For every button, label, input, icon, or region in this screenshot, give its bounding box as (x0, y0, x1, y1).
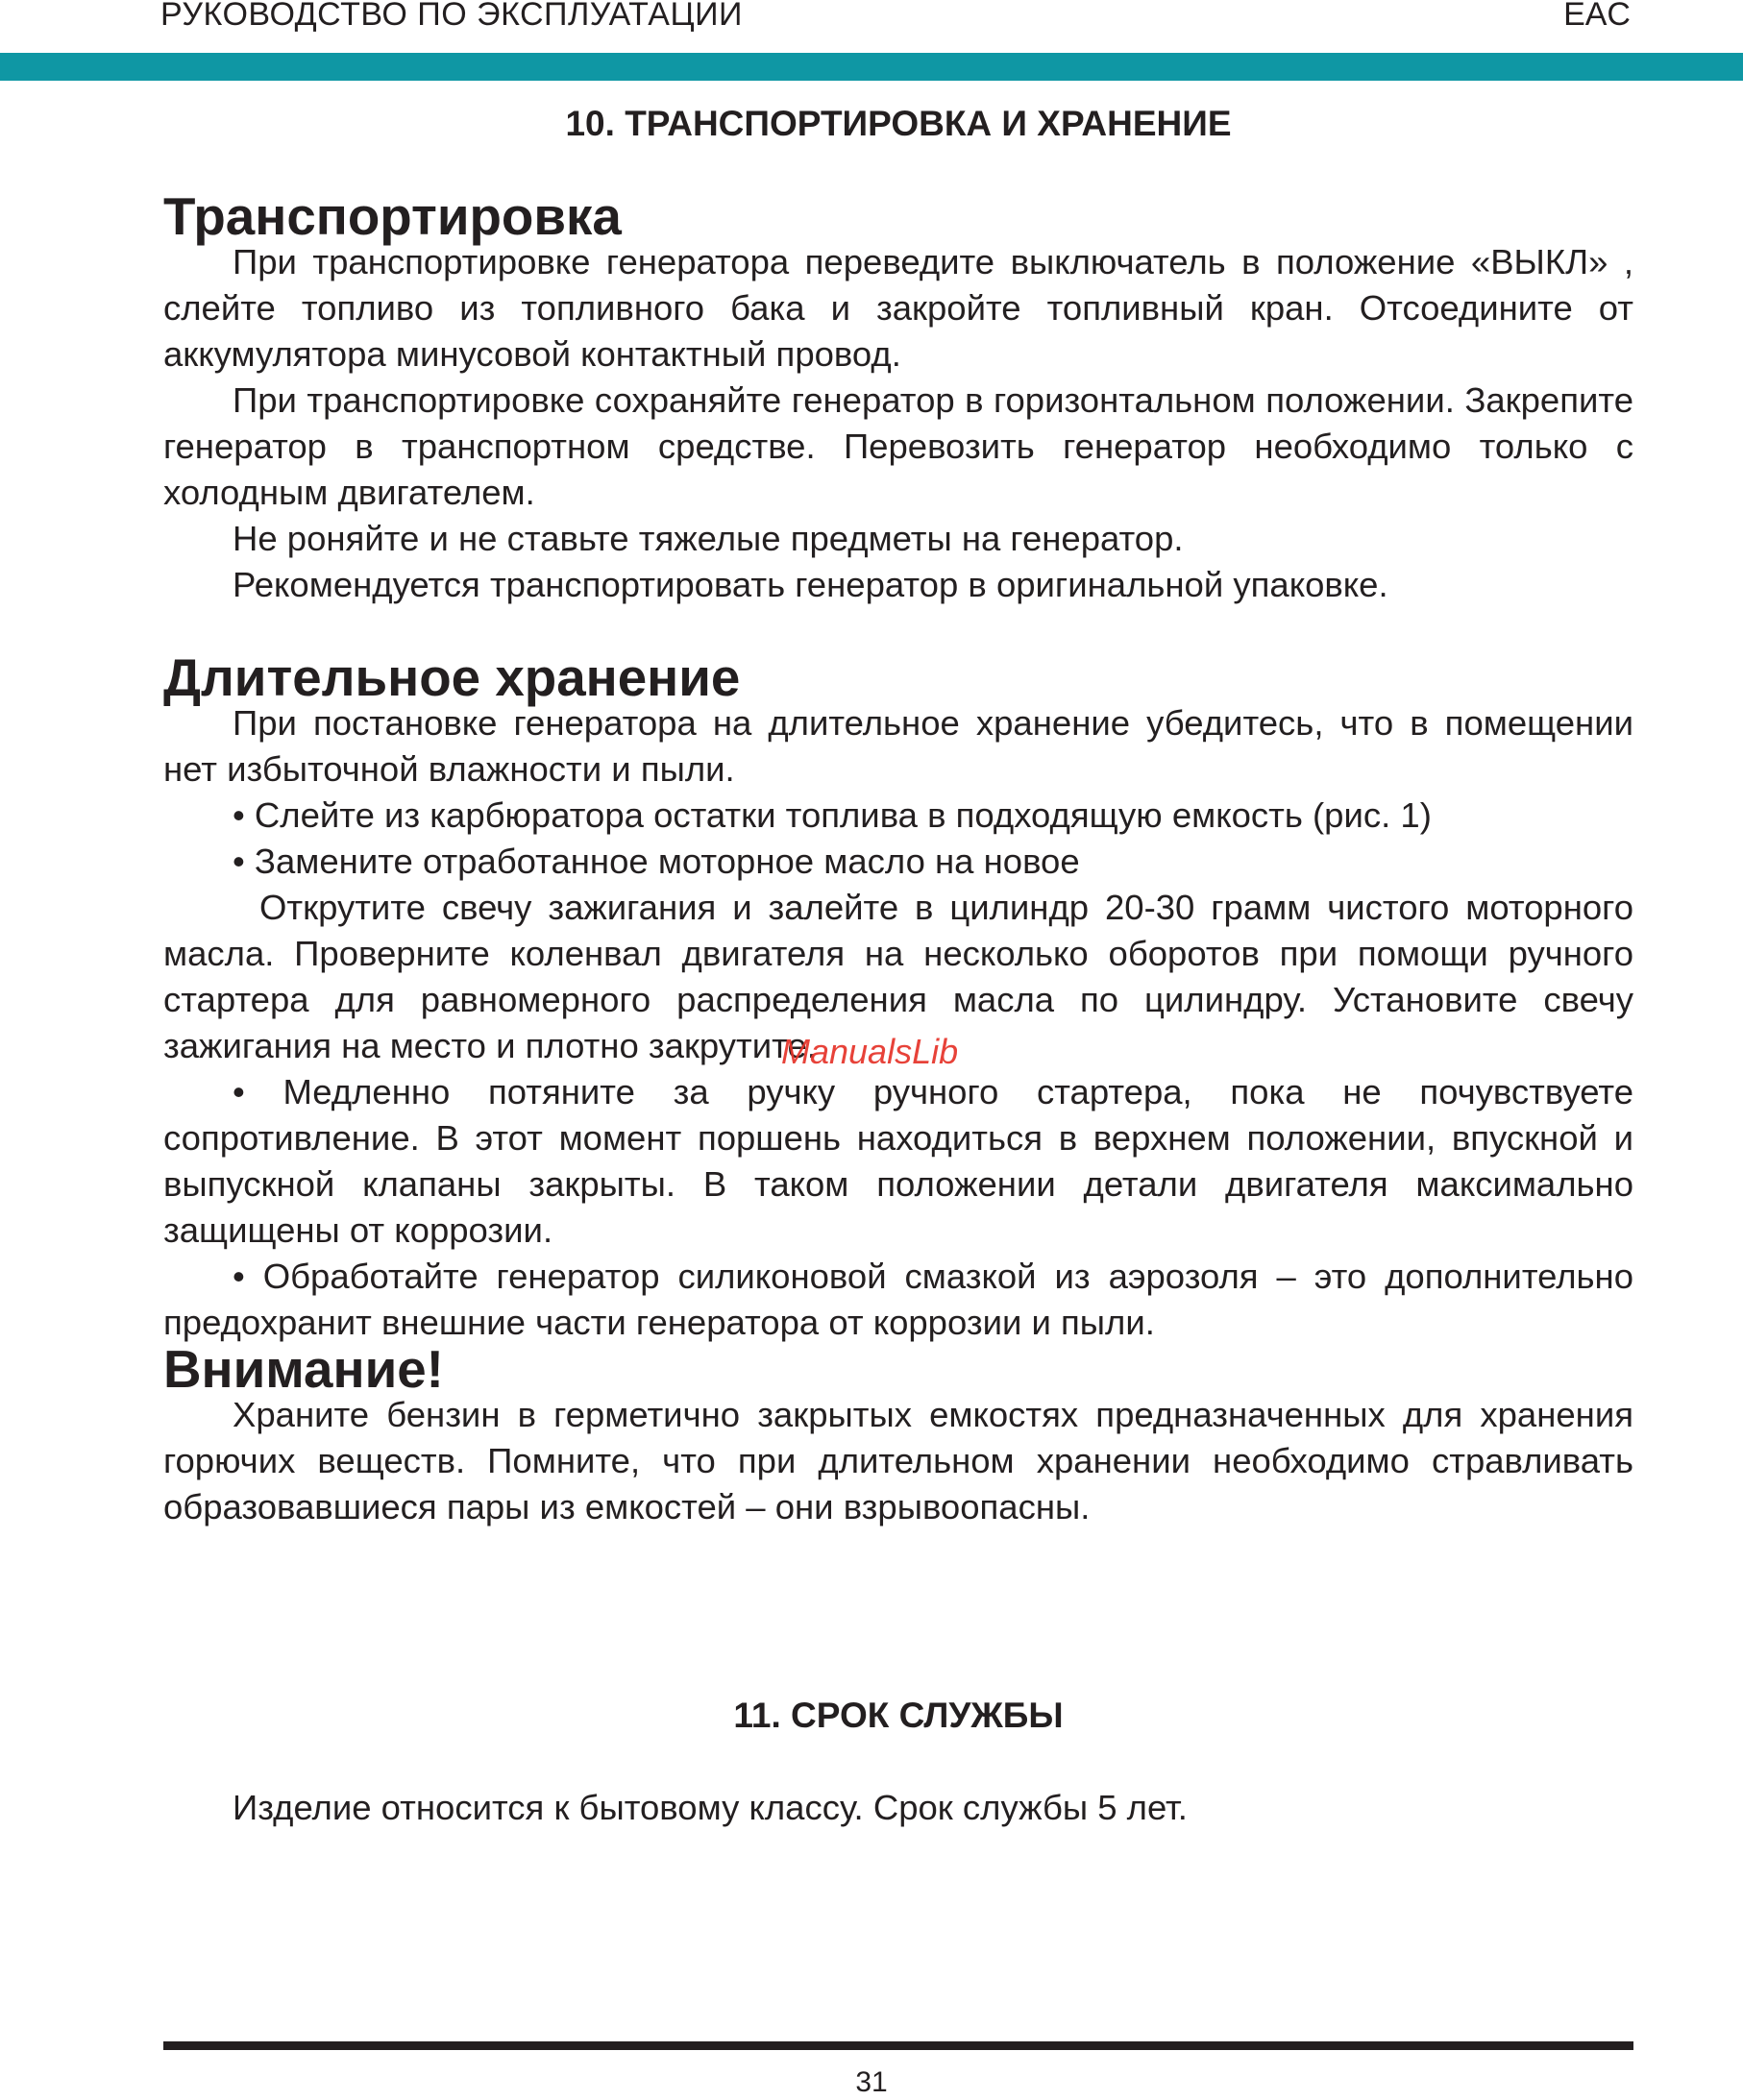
storage-bullet: • Медленно потяните за ручку ручного стартера, пока не почувствуете сопротивление. В этот момент поршень находиться в верхнем положении, впускной и выпускной клапаны закрыты. В таком положении детали двигателя максимально защищены от коррозии. (163, 1072, 1633, 1250)
storage-bullet: • Замените отработанное моторное масло на новое (233, 842, 1080, 881)
page-content (163, 101, 1633, 1831)
eac-mark: EAC (1563, 0, 1631, 33)
section-11-title: 11. СРОК СЛУЖБЫ (733, 1696, 1064, 1735)
transport-heading: Транспортировка (163, 186, 622, 246)
transport-paragraph: Рекомендуется транспортировать генератор в оригинальной упаковке. (233, 565, 1388, 604)
header-band (0, 53, 1743, 81)
storage-paragraph: При постановке генератора на длительное хранение убедитесь, что в помещении нет избыточной влажности и пыли. (163, 703, 1633, 789)
page-number: 31 (855, 2066, 888, 2098)
storage-bullet: • Слейте из карбюратора остатки топлива в подходящую емкость (рис. 1) (233, 795, 1432, 835)
transport-paragraph: При транспортировке сохраняйте генератор в горизонтальном положении. Закрепите генератор в транспортном средстве. Перевозить генератор необходимо только с холодным двигателем. (163, 380, 1633, 512)
header-title: РУКОВОДСТВО ПО ЭКСПЛУАТАЦИИ (160, 0, 743, 33)
warning-heading: Внимание! (163, 1339, 444, 1399)
warning-paragraph: Храните бензин в герметично закрытых емкостях предназначенных для хранения горючих веществ. Помните, что при длительном хранении необходимо стравливать образовавшиеся пары из емкостей – они взрывоопасны. (163, 1395, 1633, 1526)
watermark: ManualsLib (781, 1032, 959, 1071)
storage-bullet: • Обработайте генератор силиконовой смазкой из аэрозоля – это дополнительно предохранит внешние части генератора от коррозии и пыли. (163, 1257, 1633, 1342)
service-life-text: Изделие относится к бытовому классу. Срок службы 5 лет. (233, 1788, 1188, 1827)
transport-paragraph: Не роняйте и не ставьте тяжелые предметы на генератор. (233, 519, 1184, 558)
storage-heading: Длительное хранение (163, 647, 741, 707)
transport-paragraph: При транспортировке генератора переведите выключатель в положение «ВЫКЛ» , слейте топливо из топливного бака и закройте топливный кран. Отсоедините от аккумулятора минусовой контактный провод. (163, 242, 1633, 374)
footer-rule (163, 2041, 1633, 2050)
section-10-title: 10. ТРАНСПОРТИРОВКА И ХРАНЕНИЕ (565, 104, 1232, 143)
storage-paragraph: Открутите свечу зажигания и залейте в цилиндр 20-30 грамм чистого моторного масла. Проверните коленвал двигателя на несколько оборотов при помощи ручного стартера для равномерного распределения масла по цилиндру. Установите свечу зажигания на место и плотно закрутите. (163, 888, 1633, 1065)
